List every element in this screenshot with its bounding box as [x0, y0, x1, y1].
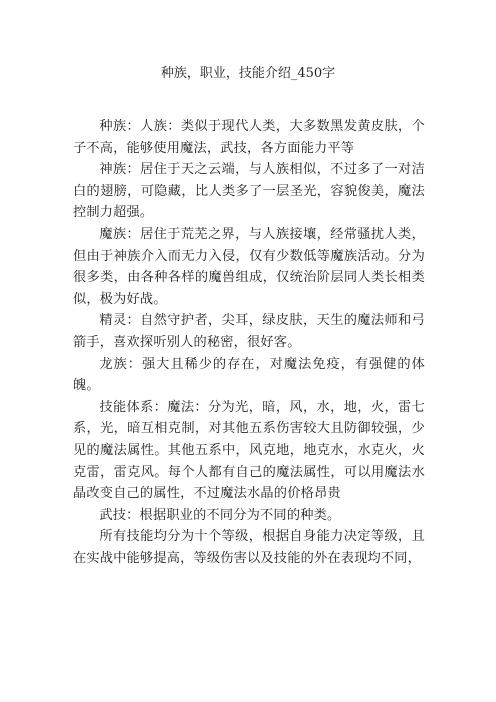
document-body [73, 116, 425, 569]
paragraph-martial-skills: 武技：根据职业的不同分为不同的种类。 [99, 507, 341, 523]
paragraph-gods: 神族：居住于天之云端，与人族相似，不过多了一对洁白的翅膀，可隐藏，比人类多了一层圣光，容貌俊美，魔法控制力超强。 [73, 162, 425, 221]
paragraph-dragons: 龙族：强大且稀少的存在，对魔法免疫，有强健的体魄。 [73, 356, 425, 394]
document-title: 种族，职业，技能介绍_450字 [160, 66, 336, 81]
paragraph-demons: 魔族：居住于荒芜之界，与人族接壤，经常骚扰人类，但由于神族介入而无力入侵，仅有少数低等魔族活动。分为很多类，由各种各样的魔兽组成，仅统治阶层同人类长相类似，极为好战。 [73, 226, 425, 307]
paragraph-magic-system: 技能体系：魔法：分为光，暗，风，水，地，火，雷七系，光，暗互相克制，对其他五系伤害较大且防御较强，少见的魔法属性。其他五系中，风克地，地克水，水克火，火克雷，雷克风。每个人都有自己的魔法属性，可以用魔法水晶改变自己的属性，不过魔法水晶的价格昂贵 [73, 399, 425, 502]
paragraph-skill-levels: 所有技能均分为十个等级，根据自身能力决定等级，且在实战中能够提高，等级伤害以及技能的外在表现均不同， [73, 529, 425, 566]
paragraph-races-human: 种族：人族：类似于现代人类，大多数黑发黄皮肤，个子不高，能够使用魔法，武技，各方面能力平等 [73, 119, 425, 156]
paragraph-elves: 精灵：自然守护者，尖耳，绿皮肤，天生的魔法师和弓箭手，喜欢探听别人的秘密，很好客。 [73, 313, 425, 350]
